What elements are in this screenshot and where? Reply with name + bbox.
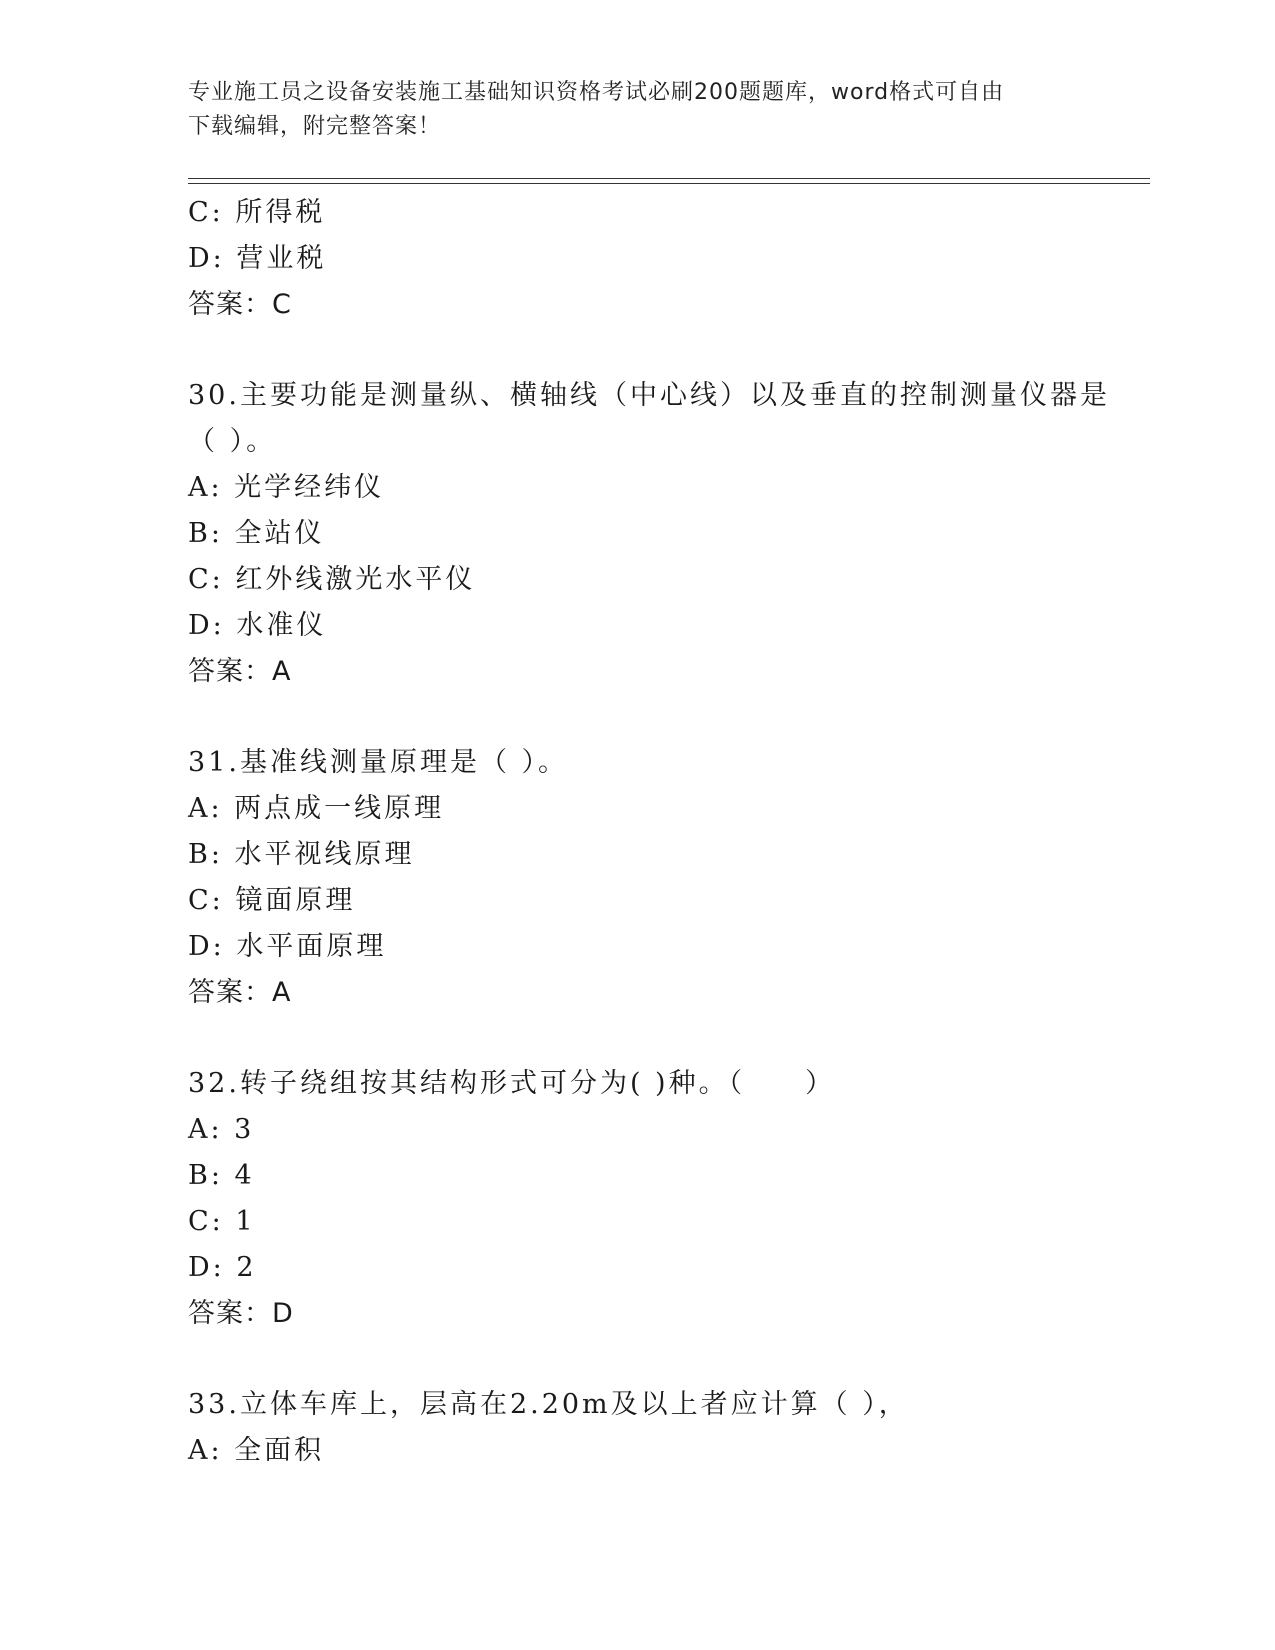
- question-stem: 32.转子绕组按其结构形式可分为( )种。（ ）: [188, 1068, 836, 1099]
- header-line-2: 下载编辑，附完整答案！: [188, 114, 442, 139]
- answer-line: 答案：A: [188, 656, 292, 687]
- document-header: [188, 76, 1068, 144]
- header-rule-bottom: [188, 183, 1150, 184]
- option-a: A: 光学经纬仪: [188, 472, 385, 503]
- option-a: A: 两点成一线原理: [188, 793, 445, 824]
- question-stem: 30.主要功能是测量纵、横轴线（中心线）以及垂直的控制测量仪器是: [188, 380, 1110, 411]
- option-d: D: 水平面原理: [188, 931, 387, 962]
- option-d: D: 水准仪: [188, 610, 327, 641]
- question-block-31: [188, 740, 1148, 1016]
- option-b: B: 全站仪: [188, 518, 325, 549]
- option-b: B: 4: [188, 1160, 255, 1191]
- question-stem: 33.立体车库上，层高在2.20m及以上者应计算（ ），: [188, 1389, 909, 1420]
- question-stem-continued: （ ）。: [188, 426, 277, 457]
- option-b: B: 水平视线原理: [188, 839, 415, 870]
- question-block-33: [188, 1382, 1148, 1474]
- option-c: C: 所得税: [188, 197, 326, 228]
- question-list: [188, 190, 1148, 1474]
- option-a: A: 全面积: [188, 1435, 325, 1466]
- option-d: D: 2: [188, 1252, 257, 1283]
- header-line-1: 专业施工员之设备安装施工基础知识资格考试必刷200题题库，word格式可自由: [188, 80, 1005, 105]
- question-block-30: [188, 373, 1148, 695]
- option-c: C: 镜面原理: [188, 885, 356, 916]
- option-c: C: 红外线激光水平仪: [188, 564, 476, 595]
- option-d: D: 营业税: [188, 243, 327, 274]
- answer-line: 答案：A: [188, 977, 292, 1008]
- answer-line: 答案：C: [188, 289, 292, 320]
- question-block-32: [188, 1061, 1148, 1337]
- question-stem: 31.基准线测量原理是（ ）。: [188, 747, 569, 778]
- option-c: C: 1: [188, 1206, 256, 1237]
- answer-line: 答案：D: [188, 1298, 294, 1329]
- header-rule-top: [188, 178, 1150, 179]
- option-a: A: 3: [188, 1114, 255, 1145]
- question-block-29: [188, 190, 1148, 328]
